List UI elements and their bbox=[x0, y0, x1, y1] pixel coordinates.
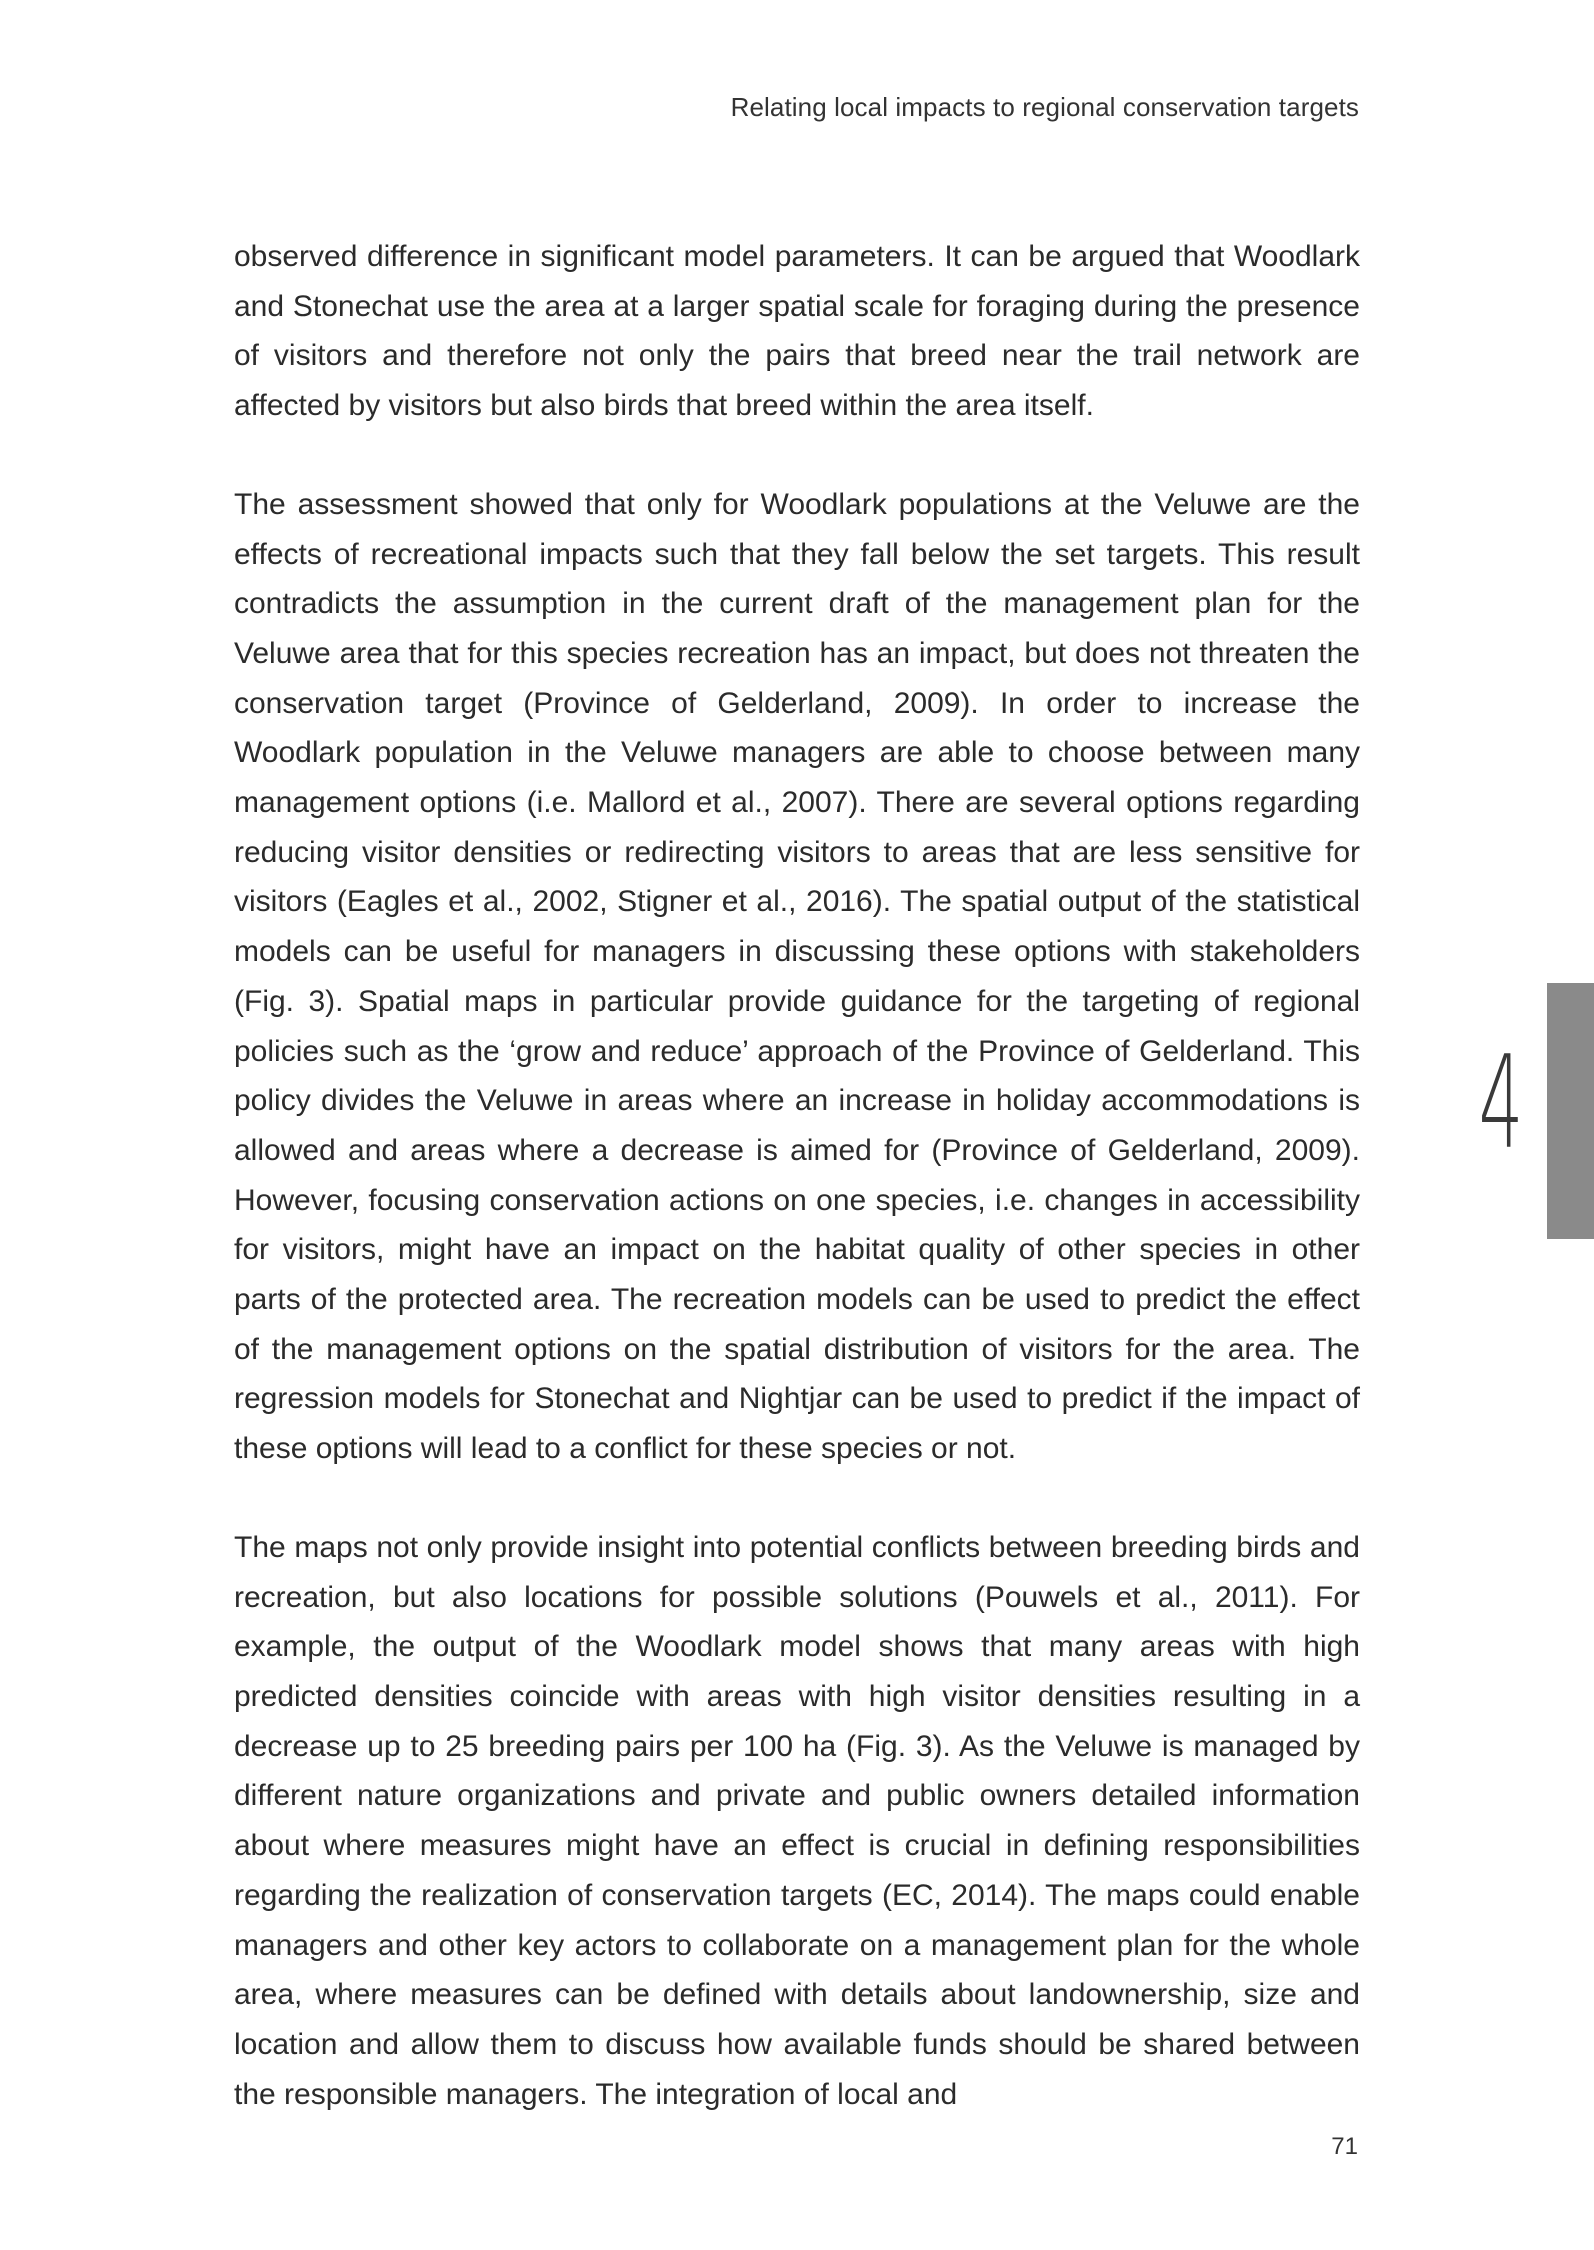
chapter-tab bbox=[1547, 983, 1594, 1239]
paragraph-3: The maps not only provide insight into potential conflicts between breeding birds and recreation, but also locations for possible solutions (Pouwels et al., 2011). For example, the output of the Woodlark model shows that many areas with high predicted densities coincide with areas with high visitor densities resulting in a decrease up to 25 breeding pairs per 100 ha (Fig. 3). As the Veluwe is managed by different nature organizations and private and public owners detailed information about where measures might have an effect is crucial in defining responsibilities regarding the realization of conservation targets (EC, 2014). The maps could enable managers and other key actors to collaborate on a management plan for the whole area, where measures can be defined with details about landownership, size and location and allow them to discuss how available funds should be shared between the responsible managers. The integration of local and bbox=[234, 1530, 1360, 2111]
paragraph-1: observed difference in significant model parameters. It can be argued that Woodlark and Stonechat use the area at a larger spatial scale for foraging during the presence of visitors and therefore not only the pairs that breed near the trail network are affected by visitors but also birds that breed within the area itself. bbox=[234, 240, 1360, 423]
chapter-number: 4 bbox=[1478, 1029, 1524, 1178]
running-header: Relating local impacts to regional conservation targets bbox=[730, 92, 1359, 122]
paragraph-2: The assessment showed that only for Woodlark populations at the Veluwe are the effects of recreational impacts such that they fall below the set targets. This result contradicts the assumption in the current draft of the management plan for the Veluwe area that for this species recreation has an impact, but does not threaten the conservation target (Province of Gelderland, 2009). In order to increase the Woodlark population in the Veluwe managers are able to choose between many management options (i.e. Mallord et al., 2007). There are several options regarding reducing visitor densities or redirecting visitors to areas that are less sensitive for visitors (Eagles et al., 2002, Stigner et al., 2016). The spatial output of the statistical models can be useful for managers in discussing these options with stakeholders (Fig. 3). Spatial maps in particular provide guidance for the targeting of regional policies such as the ‘grow and reduce’ approach of the Province of Gelderland. This policy divides the Veluwe in areas where an increase in holiday accommodations is allowed and areas where a decrease is aimed for (Province of Gelderland, 2009). However, focusing conservation actions on one species, i.e. changes in accessibility for visitors, might have an impact on the habitat quality of other species in other parts of the protected area. The recreation models can be used to predict the effect of the management options on the spatial distribution of visitors for the area. The regression models for Stonechat and Nightjar can be used to predict if the impact of these options will lead to a conflict for these species or not. bbox=[234, 487, 1360, 1466]
page-number: 71 bbox=[1331, 2133, 1358, 2160]
body-text bbox=[234, 232, 1360, 2119]
